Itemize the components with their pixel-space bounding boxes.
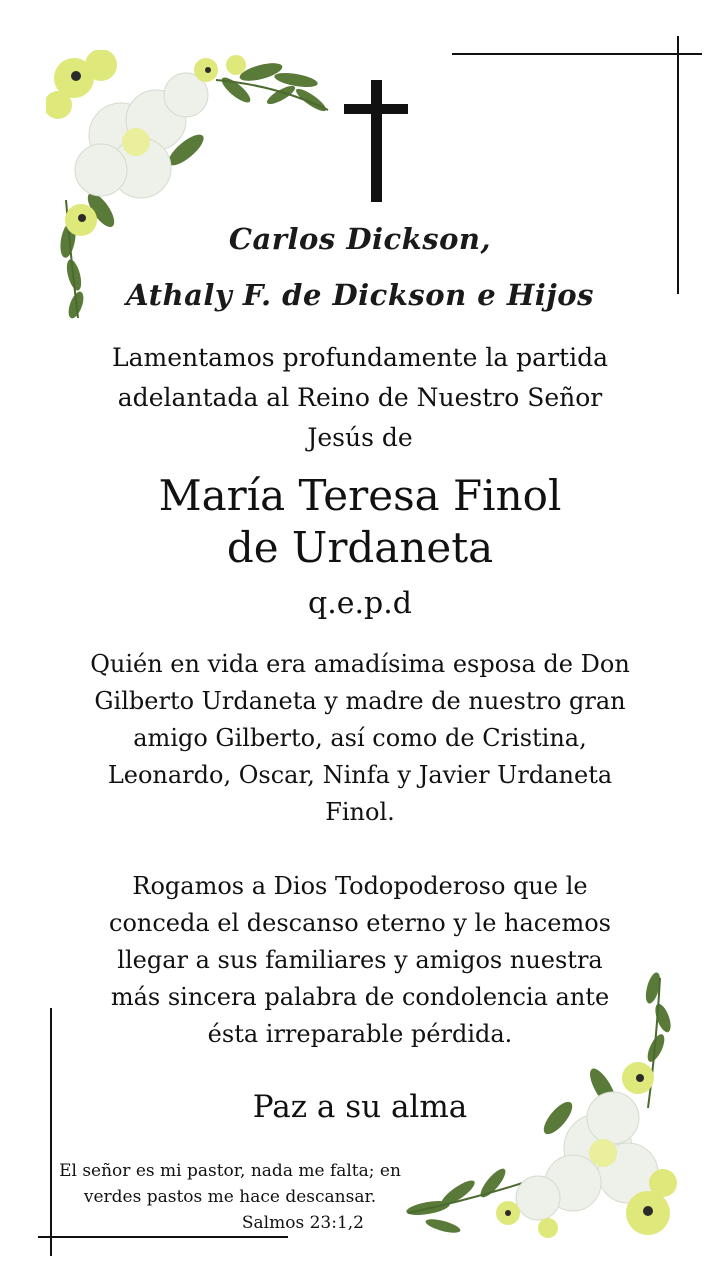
frame-line-left [50,1008,52,1256]
family-line-1: Carlos Dickson, [228,222,492,256]
frame-line-right [677,36,679,294]
psalm-text: El señor es mi pastor, nada me falta; en verdes pastos me hace descansar. [59,1161,401,1207]
deceased-name [80,470,640,574]
qepd-abbrev: q.e.p.d [308,586,412,621]
deceased-name-line-2: de Urdaneta [226,523,494,572]
prayer-text: Rogamos a Dios Todopoderoso que le conceda el descanso eterno y le hacemos llegar a sus familiares y amigos nuestra más sincera palabra de condolencia ante ésta irreparable pérdida. [109,872,611,1048]
intro-text: Lamentamos profundamente la partida adelantada al Reino de Nuestro Señor Jesús de [111,343,608,452]
peace-text: Paz a su alma [252,1089,468,1125]
frame-line-top [452,53,702,55]
bio-text: Quién en vida era amadísima esposa de Don Gilberto Urdaneta y madre de nuestro gran amigo Gilberto, así como de Cristina, Leonardo, Oscar, Ninfa y Javier Urdaneta Finol. [90,650,630,826]
cross-icon [344,80,408,204]
frame-line-bottom [38,1236,288,1238]
psalm-reference: Salmos 23:1,2 [241,1213,364,1233]
family-line-2: Athaly F. de Dickson e Hijos [126,278,594,312]
deceased-name-line-1: María Teresa Finol [158,471,562,520]
